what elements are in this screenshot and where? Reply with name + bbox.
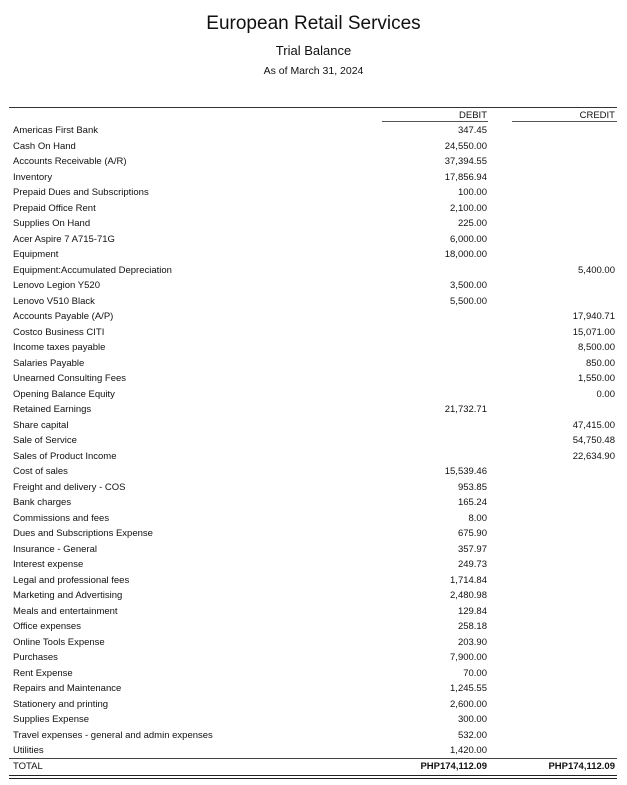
debit-column-header: DEBIT xyxy=(459,110,487,121)
account-name: Acer Aspire 7 A715-71G xyxy=(13,233,115,245)
credit-amount: 5,400.00 xyxy=(578,264,615,276)
debit-amount: 21,732.71 xyxy=(444,404,487,415)
table-row xyxy=(0,511,627,527)
account-name: Cost of sales xyxy=(13,466,68,477)
table-row xyxy=(0,356,627,372)
table-row xyxy=(0,635,627,651)
account-name: Marketing and Advertising xyxy=(13,590,123,601)
table-row xyxy=(0,449,627,465)
credit-amount: 850.00 xyxy=(585,357,615,369)
account-name: Inventory xyxy=(13,171,53,183)
debit-amount: 1,714.84 xyxy=(450,574,487,586)
table-row xyxy=(0,340,627,356)
table-row xyxy=(0,573,627,589)
table-row xyxy=(0,604,627,620)
table-row xyxy=(0,387,627,403)
account-name: Equipment:Accumulated Depreciation xyxy=(13,264,172,276)
report-date: As of March 31, 2024 xyxy=(263,65,364,77)
debit-amount: 675.90 xyxy=(457,528,487,539)
credit-amount: 17,940.71 xyxy=(572,311,615,322)
credit-column-header: CREDIT xyxy=(579,110,615,121)
total-label: TOTAL xyxy=(13,761,43,772)
debit-amount: 17,856.94 xyxy=(444,171,487,183)
debit-amount: 3,500.00 xyxy=(450,280,487,291)
debit-amount: 18,000.00 xyxy=(444,249,487,260)
account-name: Retained Earnings xyxy=(13,404,92,415)
account-name: Utilities xyxy=(13,745,44,756)
account-name: Prepaid Dues and Subscriptions xyxy=(13,187,149,198)
debit-amount: 70.00 xyxy=(463,667,487,679)
account-name: Stationery and printing xyxy=(13,698,109,710)
company-name: European Retail Services xyxy=(206,13,421,34)
credit-amount: 1,550.00 xyxy=(578,373,615,384)
debit-amount: 532.00 xyxy=(457,729,487,741)
debit-amount: 129.84 xyxy=(457,605,487,617)
account-name: Rent Expense xyxy=(13,667,73,679)
account-name: Purchases xyxy=(13,652,58,663)
credit-amount: 15,071.00 xyxy=(572,326,615,338)
account-name: Accounts Payable (A/P) xyxy=(13,311,114,322)
account-name: Equipment xyxy=(13,249,59,260)
debit-amount: 300.00 xyxy=(457,714,487,725)
table-row xyxy=(0,418,627,434)
debit-amount: 347.45 xyxy=(457,125,487,136)
account-name: Dues and Subscriptions Expense xyxy=(13,528,153,539)
account-name: Income taxes payable xyxy=(13,342,106,353)
total-double-rule xyxy=(9,775,617,779)
account-name: Travel expenses - general and admin expenses xyxy=(13,729,213,741)
table-row xyxy=(0,402,627,418)
account-name: Accounts Receivable (A/R) xyxy=(13,156,127,167)
total-credit: PHP174,112.09 xyxy=(548,761,615,772)
total-debit: PHP174,112.09 xyxy=(420,761,487,772)
account-name: Interest expense xyxy=(13,559,84,570)
debit-header-rule xyxy=(382,121,488,122)
debit-amount: 1,420.00 xyxy=(450,745,487,756)
account-name: Freight and delivery - COS xyxy=(13,481,126,493)
credit-amount: 47,415.00 xyxy=(572,419,615,431)
account-name: Opening Balance Equity xyxy=(13,388,115,400)
account-name: Costco Business CITI xyxy=(13,326,105,338)
table-row xyxy=(0,650,627,666)
account-name: Online Tools Expense xyxy=(13,636,105,648)
table-top-rule xyxy=(9,107,617,108)
table-row xyxy=(0,712,627,728)
credit-amount: 54,750.48 xyxy=(572,435,615,446)
debit-amount: 165.24 xyxy=(457,497,487,508)
table-row xyxy=(0,325,627,341)
table-row xyxy=(0,433,627,449)
debit-amount: 249.73 xyxy=(457,559,487,570)
report-title: Trial Balance xyxy=(275,43,352,58)
total-row xyxy=(0,759,627,774)
table-row xyxy=(0,526,627,542)
table-row xyxy=(0,480,627,496)
debit-amount: 225.00 xyxy=(457,218,487,229)
account-name: Lenovo Legion Y520 xyxy=(13,280,100,291)
debit-amount: 100.00 xyxy=(457,187,487,198)
account-name: Unearned Consulting Fees xyxy=(13,373,127,384)
trial-balance-rows xyxy=(0,123,627,759)
debit-amount: 37,394.55 xyxy=(444,156,487,167)
debit-amount: 1,245.55 xyxy=(450,683,487,694)
account-name: Insurance - General xyxy=(13,543,97,555)
table-row xyxy=(0,666,627,682)
debit-amount: 8.00 xyxy=(468,512,487,524)
table-row xyxy=(0,728,627,744)
debit-amount: 15,539.46 xyxy=(444,466,487,477)
table-row xyxy=(0,495,627,511)
table-row xyxy=(0,263,627,279)
table-row xyxy=(0,743,627,759)
table-row xyxy=(0,464,627,480)
table-row xyxy=(0,154,627,170)
account-name: Share capital xyxy=(13,419,69,431)
account-name: Bank charges xyxy=(13,497,72,508)
credit-amount: 22,634.90 xyxy=(572,450,615,462)
debit-amount: 2,100.00 xyxy=(450,202,487,214)
table-row xyxy=(0,542,627,558)
table-row xyxy=(0,216,627,232)
table-row xyxy=(0,681,627,697)
debit-amount: 953.85 xyxy=(457,481,487,493)
account-name: Sale of Service xyxy=(13,435,77,446)
account-name: Supplies Expense xyxy=(13,714,90,725)
table-row xyxy=(0,371,627,387)
table-row xyxy=(0,123,627,139)
table-row xyxy=(0,619,627,635)
credit-amount: 8,500.00 xyxy=(578,342,615,353)
credit-amount: 0.00 xyxy=(596,388,615,400)
account-name: Salaries Payable xyxy=(13,357,85,369)
debit-amount: 5,500.00 xyxy=(450,295,487,307)
table-row xyxy=(0,309,627,325)
account-name: Cash On Hand xyxy=(13,140,76,152)
account-name: Commissions and fees xyxy=(13,512,110,524)
table-row xyxy=(0,185,627,201)
account-name: Repairs and Maintenance xyxy=(13,683,122,694)
account-name: Lenovo V510 Black xyxy=(13,295,95,307)
debit-amount: 203.90 xyxy=(457,636,487,648)
account-name: Supplies On Hand xyxy=(13,218,91,229)
account-name: Legal and professional fees xyxy=(13,574,130,586)
debit-amount: 357.97 xyxy=(457,543,487,555)
debit-amount: 7,900.00 xyxy=(450,652,487,663)
table-row xyxy=(0,697,627,713)
table-row xyxy=(0,232,627,248)
credit-header-rule xyxy=(512,121,617,122)
debit-amount: 2,600.00 xyxy=(450,698,487,710)
account-name: Office expenses xyxy=(13,621,81,632)
debit-amount: 258.18 xyxy=(457,621,487,632)
table-row xyxy=(0,201,627,217)
table-row xyxy=(0,139,627,155)
account-name: Prepaid Office Rent xyxy=(13,202,96,214)
table-row xyxy=(0,170,627,186)
account-name: Americas First Bank xyxy=(13,125,98,136)
table-row xyxy=(0,294,627,310)
table-row xyxy=(0,557,627,573)
debit-amount: 24,550.00 xyxy=(444,140,487,152)
debit-amount: 2,480.98 xyxy=(450,590,487,601)
table-row xyxy=(0,278,627,294)
account-name: Meals and entertainment xyxy=(13,605,118,617)
table-row xyxy=(0,588,627,604)
table-row xyxy=(0,247,627,263)
account-name: Sales of Product Income xyxy=(13,450,117,462)
debit-amount: 6,000.00 xyxy=(450,233,487,245)
